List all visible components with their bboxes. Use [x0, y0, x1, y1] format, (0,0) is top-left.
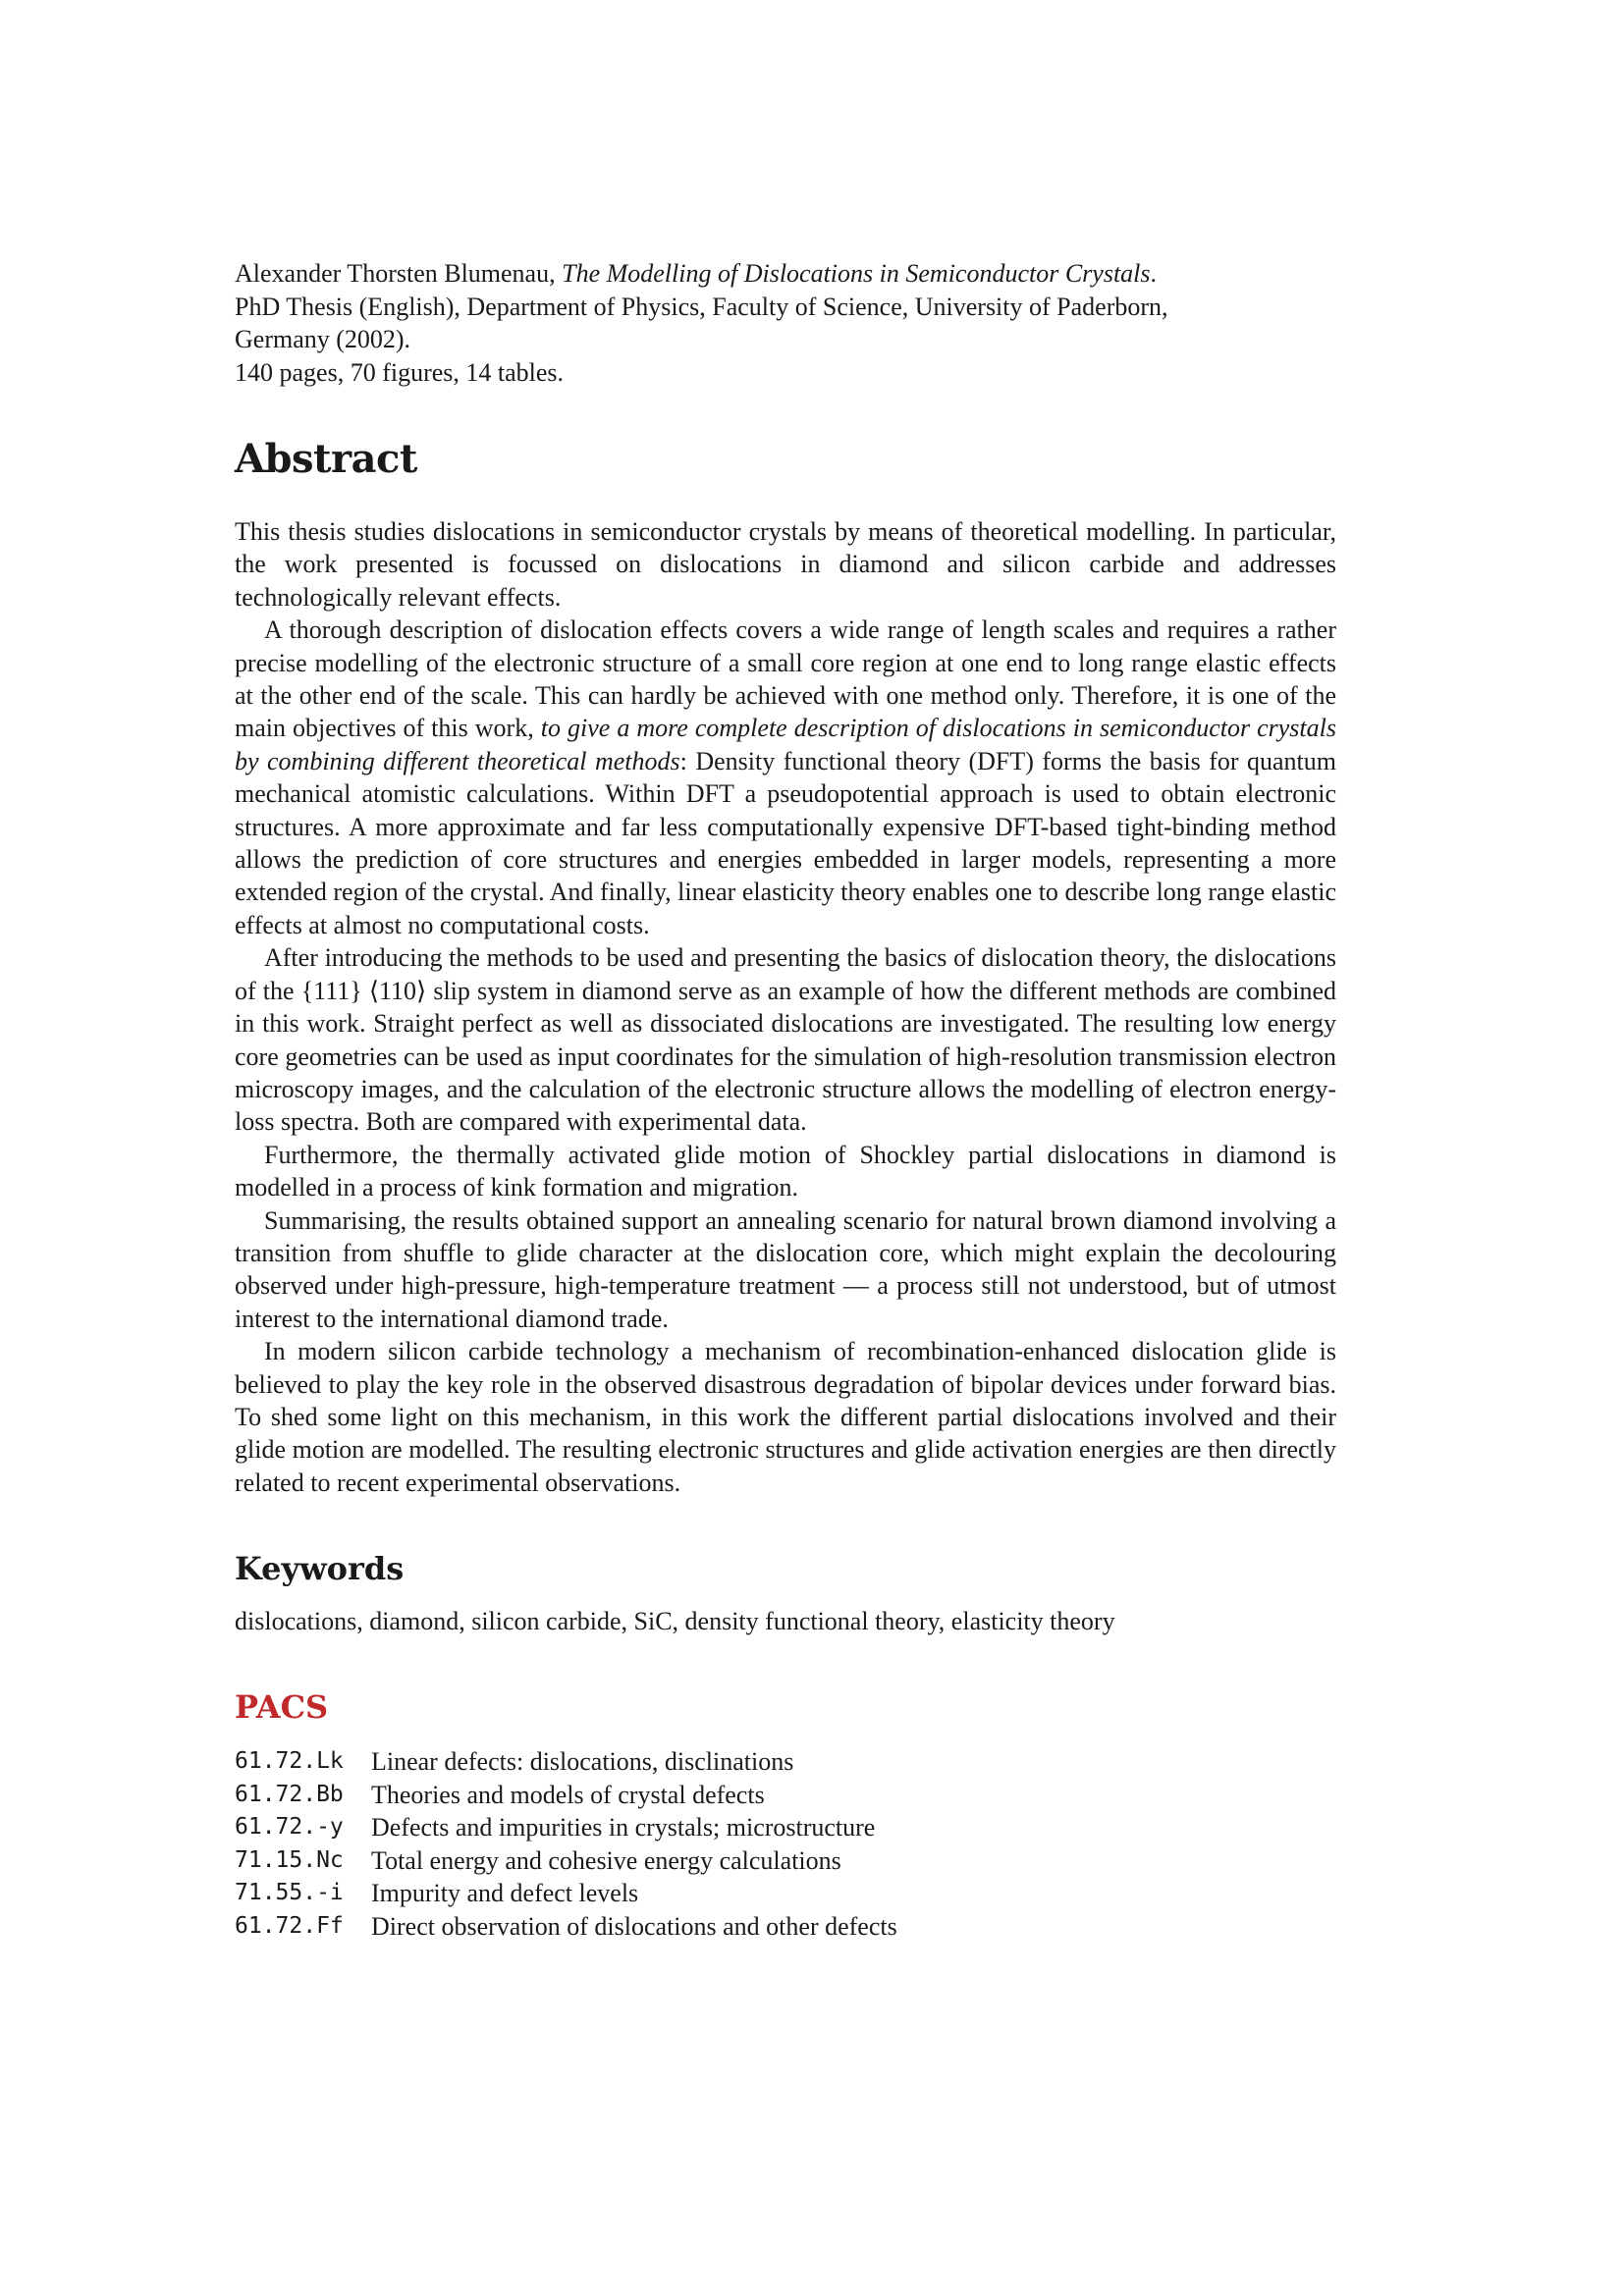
abstract-paragraph-2-end: : Density functional theory (DFT) forms the basis for quantum mechanical atomistic calculations. Within DFT a pseudopotential approach is used to obtain electronic structures. A more approximate and far less computationally expensive DFT-based tight-binding method allows the prediction of core structures and energies embedded in larger models, representing a more extended region of the crystal. And finally, linear elasticity theory enables one to describe long range elastic effects at almost no computational costs. — [235, 746, 1336, 939]
keywords-text: dislocations, diamond, silicon carbide, SiC, density functional theory, elasticity theory — [235, 1607, 1115, 1636]
pacs-description: Linear defects: dislocations, disclinations — [371, 1747, 794, 1777]
pacs-entry — [235, 1877, 1336, 1910]
author-name: Alexander Thorsten Blumenau, — [235, 259, 563, 288]
pacs-code: 61.72.-y — [235, 1814, 344, 1841]
abstract-paragraph-2 — [235, 614, 1336, 941]
abstract-paragraph-6: In modern silicon carbide technology a mechanism of recombination-enhanced dislocation glide is believed to play the key role in the observed disastrous degradation of bipolar devices under forward bias. To shed some light on this mechanism, in this work the different partial dislocations involved and their glide motion are modelled. The resulting electronic structures and glide activation energies are then directly related to recent experimental observations. — [235, 1337, 1336, 1497]
pacs-entry — [235, 1844, 1336, 1878]
pacs-entry — [235, 1910, 1336, 1944]
abstract-body — [235, 515, 1336, 1499]
pacs-entry — [235, 1779, 1336, 1812]
abstract-objective-emphasis: to give a more complete description of dislocations in semiconductor crystals by combining different theoretical methods — [235, 714, 1336, 775]
pacs-description: Direct observation of dislocations and other defects — [371, 1911, 897, 1941]
abstract-paragraph-2-start: A thorough description of dislocation effects covers a wide range of length scales and requires a rather precise modelling of the electronic structure of a small core region at one end to long range elastic effects at the other end of the scale. This can hardly be achieved with one method only. Therefore, it is one of the main objectives of this work, — [235, 615, 1336, 743]
pacs-description: Total energy and cohesive energy calculations — [371, 1845, 841, 1875]
thesis-title: The Modelling of Dislocations in Semiconductor Crystals — [562, 259, 1151, 288]
abstract-heading: Abstract — [235, 436, 417, 482]
bibliography-line-3: Germany (2002). — [235, 325, 411, 353]
pacs-code: 61.72.Ff — [235, 1912, 344, 1939]
bibliography-line-1 — [235, 257, 1336, 291]
page-content — [235, 257, 1336, 1943]
pacs-list — [235, 1745, 1336, 1943]
pacs-description: Defects and impurities in crystals; microstructure — [371, 1813, 876, 1842]
abstract-paragraph-4: Furthermore, the thermally activated glide motion of Shockley partial dislocations in diamond is modelled in a process of kink formation and migration. — [235, 1140, 1336, 1202]
title-period: . — [1150, 259, 1158, 288]
pacs-description: Impurity and defect levels — [371, 1879, 639, 1908]
keywords-heading: Keywords — [235, 1550, 405, 1588]
abstract-paragraph-1: This thesis studies dislocations in semiconductor crystals by means of theoretical modelling. In particular, the work presented is focussed on dislocations in diamond and silicon carbide and addresses technologically relevant effects. — [235, 517, 1336, 612]
pacs-entry — [235, 1745, 1336, 1779]
pacs-heading: PACS — [235, 1688, 329, 1727]
bibliographic-info — [235, 257, 1336, 389]
pacs-code: 71.15.Nc — [235, 1846, 344, 1873]
pacs-code: 61.72.Bb — [235, 1781, 344, 1807]
bibliography-line-4: 140 pages, 70 figures, 14 tables. — [235, 357, 565, 387]
pacs-code: 61.72.Lk — [235, 1748, 344, 1775]
abstract-paragraph-5: Summarising, the results obtained support an annealing scenario for natural brown diamond involving a transition from shuffle to glide character at the dislocation core, which might explain the decolouring observed under high-pressure, high-temperature treatment — a process still not understood, but of utmost interest to the international diamond trade. — [235, 1205, 1336, 1333]
pacs-entry — [235, 1811, 1336, 1844]
pacs-description: Theories and models of crystal defects — [371, 1780, 765, 1809]
abstract-paragraph-3: After introducing the methods to be used and presenting the basics of dislocation theory, the dislocations of the {111} ⟨110⟩ slip system in diamond serve as an example of how the different methods are combined in this work. Straight perfect as well as dissociated dislocations are investigated. The resulting low energy core geometries can be used as input coordinates for the simulation of high-resolution transmission electron microscopy images, and the calculation of the electronic structure allows the modelling of electron energy-loss spectra. Both are compared with experimental data. — [235, 943, 1336, 1137]
pacs-code: 71.55.-i — [235, 1880, 344, 1906]
bibliography-line-2: PhD Thesis (English), Department of Physics, Faculty of Science, University of Paderborn, — [235, 292, 1168, 321]
